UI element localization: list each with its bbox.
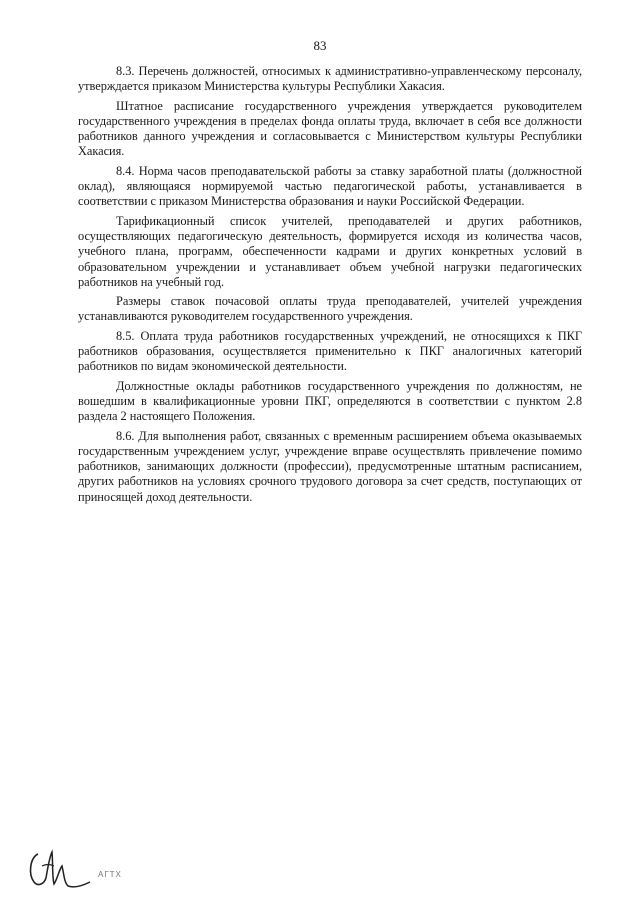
paragraph-8-6: 8.6. Для выполнения работ, связанных с временным расширением объема оказываемых государственным учреждением услуг, учреждение вправе осуществлять привлечение помимо работников, занимающих должности (профессии), предусмотренные штатным расписанием, других работников на условиях срочного трудового договора за счет средств, поступающих от приносящей доход деятельности. [78, 428, 582, 504]
handwritten-signature [24, 846, 94, 892]
paragraph-tariff-list: Тарификационный список учителей, преподавателей и других работников, осуществляющих педагогическую деятельность, формируется исходя из количества часов, учебного плана, программ, обеспеченности кадрами и других конкретных условий в образовательном учреждении и устанавливает объем учебной нагрузки педагогических работников на учебный год. [78, 213, 582, 289]
paragraph-staff-schedule: Штатное расписание государственного учреждения утверждается руководителем государственного учреждения в пределах фонда оплаты труда, включает в себя все должности работников данного учреждения и согласовывается с Министерством культуры Республики Хакасия. [78, 98, 582, 159]
document-body [78, 64, 582, 509]
paragraph-8-3: 8.3. Перечень должностей, относимых к административно-управленческому персоналу, утверждается приказом Министерства культуры Республики Хакасия. [78, 64, 582, 94]
page-number: 83 [313, 38, 327, 53]
paragraph-8-4: 8.4. Норма часов преподавательской работы за ставку заработной платы (должностной оклад), являющаяся нормируемой частью педагогической работы, устанавливается в соответствии с приказом Министерства образования и науки Российской Федерации. [78, 163, 582, 209]
paragraph-8-5: 8.5. Оплата труда работников государственных учреждений, не относящихся к ПКГ работников образования, осуществляется применительно к ПКГ аналогичных категорий работников по видам экономической деятельности. [78, 328, 582, 374]
stamp-text: АГТХ [98, 870, 122, 879]
paragraph-salaries: Должностные оклады работников государственного учреждения по должностям, не вошедшим в квалификационные уровни ПКГ, определяются в соответствии с пунктом 2.8 раздела 2 настоящего Положения. [78, 378, 582, 424]
paragraph-hourly-rates: Размеры ставок почасовой оплаты труда преподавателей, учителей учреждения устанавливаются руководителем государственного учреждения. [78, 294, 582, 324]
